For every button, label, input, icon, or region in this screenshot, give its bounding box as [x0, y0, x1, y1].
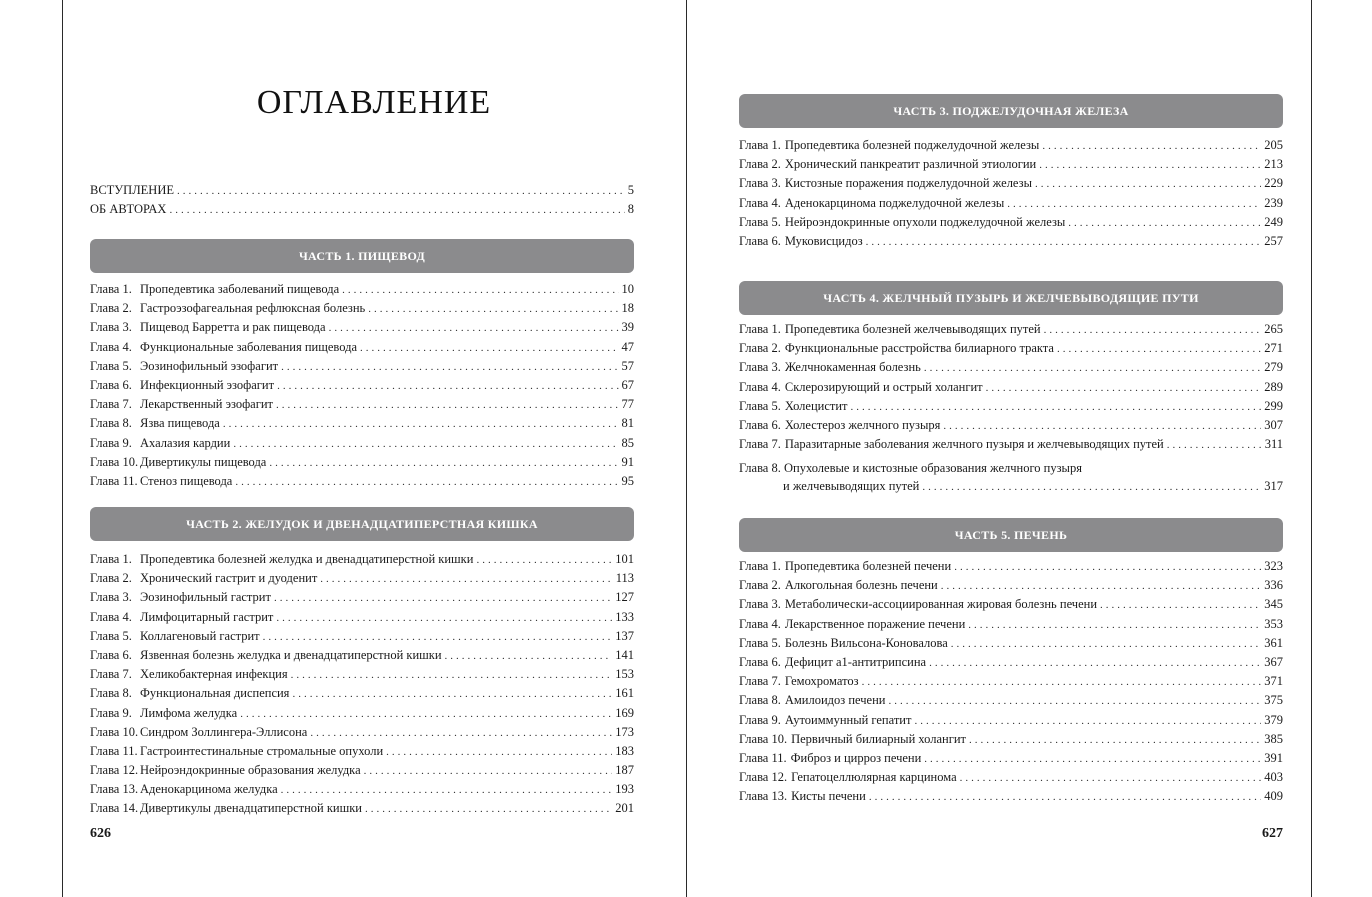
chapter-number: Глава 5.	[739, 398, 781, 413]
entry-page: 299	[1264, 398, 1283, 413]
chapter-number: Глава 6.	[739, 233, 781, 248]
part-2-banner: ЧАСТЬ 2. ЖЕЛУДОК И ДВЕНАДЦАТИПЕРСТНАЯ КИШКА	[90, 507, 634, 541]
entry-page: 409	[1264, 789, 1283, 804]
leader-dots	[1044, 324, 1262, 336]
toc-entry[interactable]	[90, 202, 634, 221]
entry-page: 47	[621, 339, 634, 354]
chapter-title: Болезнь Вильсона-Коновалова	[784, 635, 948, 650]
chapter-title: Желчнокаменная болезнь	[784, 360, 921, 375]
chapter-title: Синдром Золлингера-Эллисона	[140, 724, 308, 739]
chapter-number: Глава 6.	[739, 417, 781, 432]
chapter-title: Хронический панкреатит различной этиологии	[784, 157, 1037, 172]
chapter-number: Глава 2.	[90, 571, 132, 586]
entry-page: 257	[1264, 233, 1283, 248]
chapter-title: Паразитарные заболевания желчного пузыря и желчевыводящих путей	[784, 437, 1164, 452]
leader-dots	[329, 322, 619, 334]
leader-dots	[986, 382, 1262, 394]
chapter-number: Глава 12.	[90, 763, 139, 778]
chapter-number: Глава 5.	[90, 628, 132, 643]
chapter-title: Метаболически-ассоциированная жировая болезнь печени	[784, 597, 1098, 612]
entry-page: 375	[1264, 693, 1283, 708]
chapter-number: Глава 2.	[90, 301, 132, 316]
entry-page: 77	[621, 397, 634, 412]
leader-dots	[235, 476, 618, 488]
chapter-number: Глава 8.	[90, 416, 132, 431]
chapter-title: Хронический гастрит и дуоденит	[140, 571, 318, 586]
toc-entry[interactable]	[739, 157, 1283, 176]
chapter-title: Дивертикулы пищевода	[140, 454, 267, 469]
toc-entry[interactable]	[90, 320, 634, 339]
leader-dots	[320, 573, 612, 585]
chapter-number: Глава 10.	[90, 724, 139, 739]
leader-dots	[929, 657, 1261, 669]
toc-entry[interactable]	[739, 674, 1283, 693]
part-3-banner: ЧАСТЬ 3. ПОДЖЕЛУДОЧНАЯ ЖЕЛЕЗА	[739, 94, 1283, 128]
chapter-title: Гастроинтестинальные стромальные опухоли	[140, 743, 384, 758]
toc-entry[interactable]	[90, 455, 634, 474]
chapter-title: Муковисцидоз	[784, 233, 863, 248]
chapter-number: Глава 3.	[739, 176, 781, 191]
chapter-number: Глава 3.	[90, 590, 132, 605]
part-1-chapter-list	[90, 282, 634, 493]
left-page	[62, 0, 686, 897]
entry-page: 173	[615, 724, 634, 739]
entry-page: 95	[621, 473, 634, 488]
toc-entry[interactable]	[739, 138, 1283, 157]
toc-entry[interactable]	[90, 378, 634, 397]
leader-dots	[960, 772, 1262, 784]
entry-page: 367	[1264, 654, 1283, 669]
entry-page: 141	[615, 647, 634, 662]
chapter-number: Глава 1.	[739, 559, 781, 573]
leader-dots	[851, 401, 1262, 413]
leader-dots	[368, 303, 618, 315]
entry-page: 39	[621, 320, 634, 335]
leader-dots	[1039, 159, 1261, 171]
leader-dots	[969, 734, 1261, 746]
leader-dots	[1167, 439, 1262, 451]
chapter-title: Пропедевтика заболеваний пищевода	[140, 282, 340, 296]
leader-dots	[1100, 599, 1261, 611]
chapter-number: Глава 9.	[90, 705, 132, 720]
toc-entry[interactable]	[739, 176, 1283, 195]
chapter-number: Глава 2.	[739, 157, 781, 172]
leader-dots	[364, 765, 613, 777]
chapter-title: Эозинофильный гастрит	[140, 590, 271, 605]
part-3-chapter-list	[739, 138, 1283, 253]
chapter-number: Глава 4.	[739, 379, 781, 394]
chapter-title: Эозинофильный эзофагит	[140, 358, 279, 373]
leader-dots	[276, 399, 618, 411]
chapter-title: Хеликобактерная инфекция	[140, 667, 288, 682]
entry-page: 127	[615, 590, 634, 605]
toc-entry[interactable]	[739, 341, 1283, 360]
toc-entry[interactable]	[739, 617, 1283, 636]
toc-entry[interactable]	[739, 789, 1283, 808]
toc-entry[interactable]	[90, 667, 634, 686]
chapter-title: Амилоидоз печени	[784, 693, 886, 708]
chapter-title: Аутоиммунный гепатит	[784, 712, 912, 727]
page-title: ОГЛАВЛЕНИЕ	[256, 84, 492, 121]
leader-dots	[943, 420, 1261, 432]
chapter-title: Функциональные расстройства билиарного тракта	[784, 341, 1054, 356]
toc-entry[interactable]	[739, 196, 1283, 215]
chapter-number: Глава 4.	[90, 339, 132, 354]
toc-entry[interactable]	[739, 597, 1283, 616]
leader-dots	[866, 236, 1262, 248]
chapter-title: Лимфома желудка	[140, 705, 238, 720]
toc-entry[interactable]	[739, 732, 1283, 751]
chapter-number: Глава 14.	[90, 801, 139, 816]
leader-dots	[924, 362, 1261, 374]
entry-page: 137	[615, 628, 634, 643]
entry-page: 5	[627, 183, 634, 197]
leader-dots	[233, 438, 618, 450]
chapter-number: Глава 3.	[739, 360, 781, 375]
chapter-number: Глава 6.	[739, 654, 781, 669]
chapter-title: Фиброз и цирроз печени	[790, 750, 922, 765]
chapter-number: Глава 8.	[90, 686, 132, 701]
toc-entry[interactable]	[739, 751, 1283, 770]
chapter-number: Глава 4.	[739, 195, 781, 210]
toc-entry[interactable]	[739, 578, 1283, 597]
toc-entry[interactable]	[739, 380, 1283, 399]
chapter-title: Лекарственное поражение печени	[784, 616, 966, 631]
entry-page: 57	[621, 358, 634, 373]
chapter-number: Глава 13.	[739, 789, 788, 804]
chapter-title: Дефицит а1-антитрипсина	[784, 654, 927, 669]
entry-page: 345	[1264, 597, 1283, 612]
leader-dots	[1042, 140, 1261, 152]
chapter-title: Гепатоцеллюлярная карцинома	[791, 770, 957, 785]
chapter-number: Глава 5.	[739, 214, 781, 229]
toc-entry[interactable]	[739, 636, 1283, 655]
leader-dots	[277, 380, 618, 392]
entry-title: ОБ АВТОРАХ	[90, 202, 167, 217]
chapter-number: Глава 5.	[90, 358, 132, 373]
toc-entry[interactable]	[90, 648, 634, 667]
chapter-number: Глава 1.	[90, 552, 132, 566]
chapter-title-line-2: и желчевыводящих путей	[783, 479, 920, 493]
toc-entry[interactable]	[90, 416, 634, 435]
chapter-number: Глава 5.	[739, 635, 781, 650]
leader-dots	[281, 784, 613, 796]
chapter-title: Пропедевтика болезней печени	[784, 559, 952, 573]
chapter-number: Глава 1.	[90, 282, 132, 296]
toc-entry[interactable]	[90, 744, 634, 763]
entry-page: 81	[621, 416, 634, 431]
chapter-title: Холецистит	[784, 398, 848, 413]
leader-dots	[360, 342, 619, 354]
toc-entry[interactable]	[739, 234, 1283, 253]
entry-page: 193	[615, 782, 634, 797]
chapter-title: Нейроэндокринные образования желудка	[140, 763, 361, 778]
part-1-banner: ЧАСТЬ 1. ПИЩЕВОД	[90, 239, 634, 273]
toc-entry[interactable]	[90, 183, 634, 202]
leader-dots	[291, 669, 613, 681]
leader-dots	[922, 481, 1261, 493]
leader-dots	[888, 695, 1261, 707]
toc-entry[interactable]	[90, 763, 634, 782]
leader-dots	[869, 791, 1261, 803]
toc-entry[interactable]	[739, 360, 1283, 379]
chapter-title: Кистозные поражения поджелудочной железы	[784, 176, 1032, 191]
entry-page: 18	[621, 301, 634, 316]
toc-entry[interactable]	[739, 322, 1283, 341]
leader-dots	[924, 753, 1261, 765]
entry-page: 385	[1264, 731, 1283, 746]
chapter-title: Склерозирующий и острый холангит	[784, 379, 983, 394]
leader-dots	[223, 418, 619, 430]
leader-dots	[941, 580, 1262, 592]
entry-page: 133	[615, 609, 634, 624]
leader-dots	[1035, 178, 1261, 190]
toc-entry[interactable]	[90, 706, 634, 725]
entry-page: 213	[1264, 157, 1283, 172]
entry-page: 153	[615, 667, 634, 682]
chapter-title: Кисты печени	[791, 789, 866, 804]
entry-page: 249	[1264, 214, 1283, 229]
entry-page: 371	[1264, 674, 1283, 689]
leader-dots	[445, 650, 613, 662]
chapter-title: Пропедевтика болезней желчевыводящих путей	[784, 322, 1041, 336]
entry-page: 201	[615, 801, 634, 816]
entry-page: 8	[627, 202, 634, 217]
leader-dots	[1068, 217, 1261, 229]
chapter-number: Глава 7.	[739, 437, 781, 452]
leader-dots	[310, 727, 612, 739]
chapter-title: Пропедевтика болезней желудка и двенадцатиперстной кишки	[140, 552, 474, 566]
chapter-number: Глава 3.	[739, 597, 781, 612]
entry-page: 265	[1264, 322, 1283, 336]
part-2-chapter-list	[90, 552, 634, 821]
entry-page: 161	[615, 686, 634, 701]
chapter-title: Гастроэзофагеальная рефлюксная болезнь	[140, 301, 366, 316]
chapter-number: Глава 11.	[90, 473, 138, 488]
chapter-number: Глава 10.	[739, 731, 788, 746]
chapter-title: Язвенная болезнь желудка и двенадцатиперстной кишки	[140, 647, 442, 662]
entry-page: 187	[615, 763, 634, 778]
toc-entry[interactable]	[90, 436, 634, 455]
chapter-number: Глава 7.	[90, 667, 132, 682]
toc-entry[interactable]	[90, 282, 634, 301]
chapter-title: Дивертикулы двенадцатиперстной кишки	[140, 801, 362, 816]
entry-page: 205	[1264, 138, 1283, 152]
chapter-number: Глава 7.	[90, 397, 132, 412]
chapter-number: Глава 3.	[90, 320, 132, 335]
toc-entry[interactable]	[739, 559, 1283, 578]
chapter-number: Глава 4.	[90, 609, 132, 624]
part-5-banner: ЧАСТЬ 5. ПЕЧЕНЬ	[739, 518, 1283, 552]
entry-page: 239	[1264, 195, 1283, 210]
leader-dots	[240, 708, 612, 720]
leader-dots	[386, 746, 612, 758]
entry-page: 101	[615, 552, 634, 566]
chapter-number: Глава 10.	[90, 454, 139, 469]
chapter-number: Глава 6.	[90, 647, 132, 662]
entry-page: 307	[1264, 417, 1283, 432]
entry-page: 279	[1264, 360, 1283, 375]
chapter-title: Аденокарцинома поджелудочной железы	[784, 195, 1005, 210]
toc-entry[interactable]	[90, 552, 634, 571]
toc-entry[interactable]	[739, 770, 1283, 789]
chapter-number: Глава 11.	[90, 743, 138, 758]
chapter-number: Глава 2.	[739, 578, 781, 593]
leader-dots	[274, 592, 612, 604]
entry-page: 289	[1264, 379, 1283, 394]
chapter-title: Алкогольная болезнь печени	[784, 578, 938, 593]
entry-page: 85	[621, 435, 634, 450]
entry-page: 361	[1264, 635, 1283, 650]
entry-page: 336	[1264, 578, 1283, 593]
chapter-title: Функциональные заболевания пищевода	[140, 339, 357, 354]
chapter-number: Глава 9.	[739, 712, 781, 727]
right-page	[687, 0, 1311, 897]
entry-page: 67	[621, 377, 634, 392]
chapter-title: Стеноз пищевода	[140, 473, 233, 488]
toc-entry[interactable]	[90, 725, 634, 744]
chapter-title: Лекарственный эзофагит	[140, 397, 274, 412]
chapter-number: Глава 4.	[739, 616, 781, 631]
toc-entry[interactable]	[90, 397, 634, 416]
toc-entry[interactable]	[739, 399, 1283, 418]
page-number: 627	[1262, 826, 1283, 841]
toc-entry[interactable]	[90, 590, 634, 609]
chapter-title: Гемохроматоз	[784, 674, 859, 689]
leader-dots	[342, 284, 618, 296]
toc-entry[interactable]	[90, 474, 634, 493]
toc-entry[interactable]	[739, 655, 1283, 674]
leader-dots	[177, 185, 625, 197]
chapter-title: Язва пищевода	[140, 416, 220, 431]
leader-dots	[1057, 343, 1261, 355]
part-4-chapter-list	[739, 322, 1283, 456]
part-5-chapter-list	[739, 559, 1283, 808]
chapter-number: Глава 12.	[739, 770, 788, 785]
entry-page: 311	[1264, 437, 1283, 452]
chapter-title: Пищевод Барретта и рак пищевода	[140, 320, 326, 335]
toc-entry[interactable]	[90, 301, 634, 320]
chapter-title: Ахалазия кардии	[140, 435, 231, 450]
leader-dots	[862, 676, 1262, 688]
chapter-title: Инфекционный эзофагит	[140, 377, 275, 392]
toc-entry[interactable]	[90, 340, 634, 359]
toc-entry[interactable]	[90, 782, 634, 801]
front-matter-list	[90, 183, 634, 221]
toc-entry[interactable]	[90, 686, 634, 705]
toc-entry[interactable]	[739, 461, 1283, 498]
entry-page: 403	[1264, 770, 1283, 785]
chapter-number: Глава 6.	[90, 377, 132, 392]
chapter-title: Пропедевтика болезней поджелудочной железы	[784, 138, 1040, 152]
toc-entry[interactable]	[739, 713, 1283, 732]
toc-entry[interactable]	[90, 801, 634, 820]
entry-page: 317	[1264, 479, 1283, 493]
leader-dots	[365, 803, 612, 815]
chapter-number: Глава 1.	[739, 138, 781, 152]
chapter-number: Глава 13.	[90, 782, 139, 797]
entry-page: 379	[1264, 712, 1283, 727]
leader-dots	[276, 612, 612, 624]
right-page-edge	[1311, 0, 1312, 897]
toc-entry[interactable]	[739, 215, 1283, 234]
entry-page: 10	[621, 282, 634, 296]
toc-entry[interactable]	[739, 437, 1283, 456]
leader-dots	[951, 638, 1262, 650]
leader-dots	[914, 715, 1261, 727]
entry-page: 271	[1264, 341, 1283, 356]
chapter-number: Глава 7.	[739, 674, 781, 689]
chapter-number: Глава 2.	[739, 341, 781, 356]
toc-entry[interactable]	[90, 610, 634, 629]
chapter-number: Глава 8.	[739, 461, 781, 475]
leader-dots	[476, 554, 612, 566]
leader-dots	[968, 619, 1261, 631]
chapter-number: Глава 11.	[739, 750, 787, 765]
chapter-title: Аденокарцинома желудка	[140, 782, 278, 797]
toc-entry[interactable]	[90, 629, 634, 648]
entry-page: 391	[1264, 750, 1283, 765]
entry-page: 113	[615, 571, 634, 586]
leader-dots	[1007, 198, 1261, 210]
leader-dots	[281, 361, 618, 373]
entry-page: 323	[1264, 559, 1283, 573]
chapter-title: Лимфоцитарный гастрит	[140, 609, 274, 624]
chapter-title: Первичный билиарный холангит	[791, 731, 967, 746]
leader-dots	[269, 457, 618, 469]
leader-dots	[169, 204, 624, 216]
chapter-title: Функциональная диспепсия	[140, 686, 290, 701]
chapter-title: Коллагеновый гастрит	[140, 628, 260, 643]
chapter-number: Глава 9.	[90, 435, 132, 450]
toc-entry[interactable]	[90, 571, 634, 590]
chapter-number: Глава 8.	[739, 693, 781, 708]
entry-title: ВСТУПЛЕНИЕ	[90, 183, 174, 197]
chapter-title-line-1: Опухолевые и кистозные образования желчного пузыря	[783, 461, 1082, 475]
entry-page: 229	[1264, 176, 1283, 191]
toc-entry[interactable]	[739, 693, 1283, 712]
page-number: 626	[90, 826, 111, 841]
part-4-chapter-8	[739, 461, 1283, 498]
entry-page: 169	[615, 705, 634, 720]
leader-dots	[292, 688, 612, 700]
part-4-banner: ЧАСТЬ 4. ЖЕЛЧНЫЙ ПУЗЫРЬ И ЖЕЛЧЕВЫВОДЯЩИЕ ПУТИ	[739, 281, 1283, 315]
chapter-title: Холестероз желчного пузыря	[784, 417, 941, 432]
entry-page: 91	[621, 454, 634, 469]
leader-dots	[263, 631, 613, 643]
leader-dots	[954, 561, 1261, 573]
toc-entry[interactable]	[739, 418, 1283, 437]
entry-page: 183	[615, 743, 634, 758]
chapter-title: Нейроэндокринные опухоли поджелудочной железы	[784, 214, 1066, 229]
chapter-number: Глава 1.	[739, 322, 781, 336]
toc-entry[interactable]	[90, 359, 634, 378]
entry-page: 353	[1264, 616, 1283, 631]
